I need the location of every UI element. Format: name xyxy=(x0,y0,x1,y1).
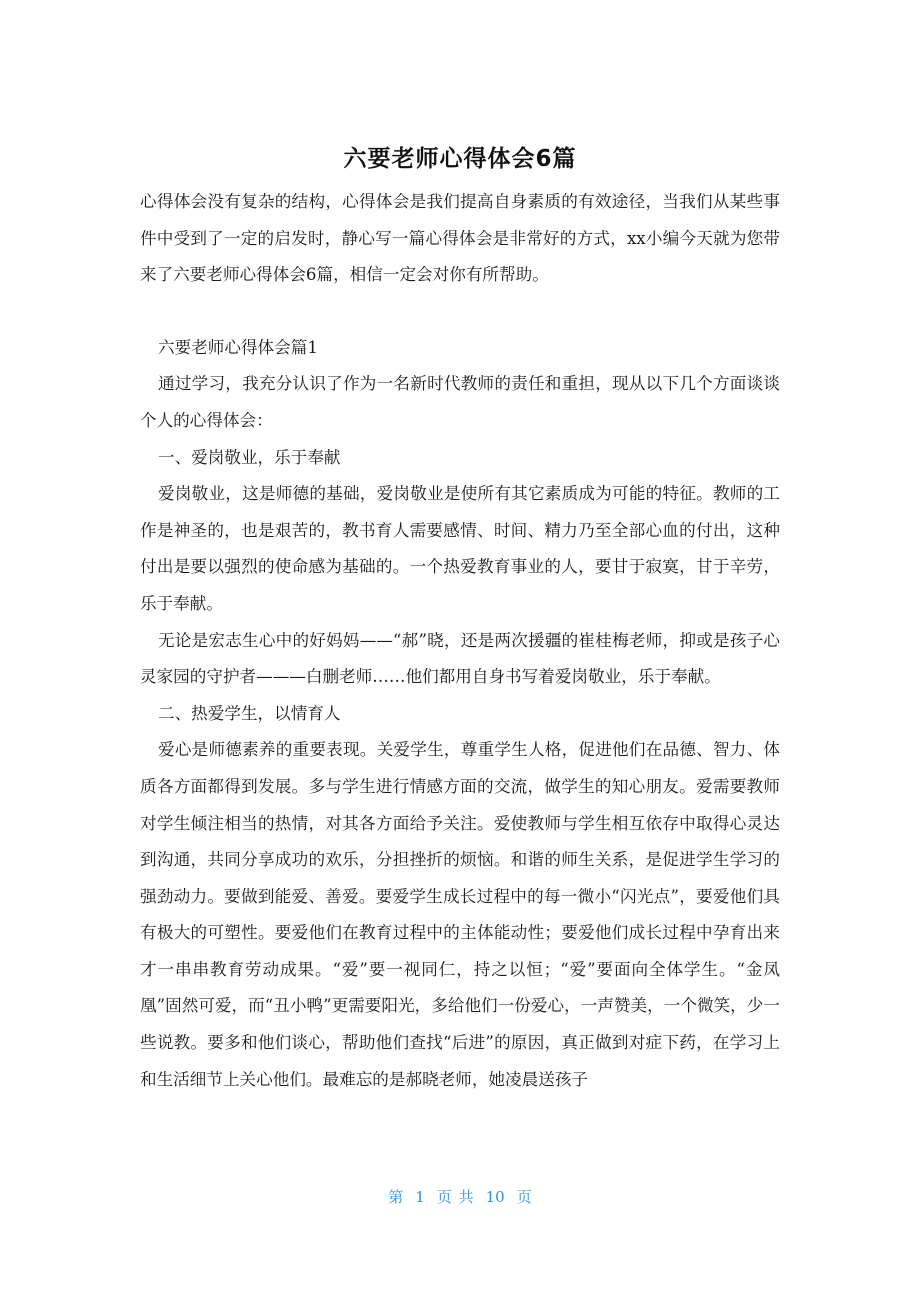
subheading: 一、爱岗敬业，乐于奉献 xyxy=(158,447,341,467)
document-title: 六要老师心得体会6篇 xyxy=(343,146,577,172)
page-footer xyxy=(0,1186,920,1207)
current-page-number: 1 xyxy=(415,1188,425,1206)
body-paragraph: 爱岗敬业，这是师德的基础，爱岗敬业是使所有其它素质成为可能的特征。教师的工作是神圣的，也是艰苦的，教书育人需要感情、时间、精力乃至全部心血的付出，这种付出是要以强烈的使命感为基础的。一个热爱教育事业的人，要甘于寂寞，甘于辛劳，乐于奉献。 xyxy=(140,484,780,613)
body-paragraph: 爱心是师德素养的重要表现。关爱学生，尊重学生人格，促进他们在品德、智力、体质各方面都得到发展。多与学生进行情感方面的交流，做学生的知心朋友。爱需要教师对学生倾注相当的热情，对其各方面给予关注。爱使教师与学生相互依存中取得心灵达到沟通，共同分享成功的欢乐，分担挫折的烦恼。和谐的师生关系，是促进学生学习的强劲动力。要做到能爱、善爱。要爱学生成长过程中的每一微小“闪光点”，要爱他们具有极大的可塑性。要爱他们在教育过程中的主体能动性；要爱他们成长过程中孕育出来才一串串教育劳动成果。“爱”要一视同仁，持之以恒；“爱”要面向全体学生。“金凤凰”固然可爱，而“丑小鸭”更需要阳光，多给他们一份爱心，一声赞美，一个微笑，少一些说教。要多和他们谈心，帮助他们查找“后进”的原因，真正做到对症下药，在学习上和生活细节上关心他们。最难忘的是郝晓老师，她凌晨送孩子 xyxy=(140,740,780,1089)
body-paragraph: 通过学习，我充分认识了作为一名新时代教师的责任和重担，现从以下几个方面谈谈个人的心得体会： xyxy=(140,374,780,430)
footer-suffix: 页 xyxy=(516,1188,532,1206)
footer-middle: 页 共 xyxy=(436,1188,474,1206)
paragraph-spacer xyxy=(140,294,780,330)
body-paragraph: 无论是宏志生心中的好妈妈——“郝”晓，还是两次援疆的崔桂梅老师，抑或是孩子心灵家园的守护者———白删老师……他们都用自身书写着爱岗敬业，乐于奉献。 xyxy=(140,630,780,687)
intro-paragraph: 心得体会没有复杂的结构，心得体会是我们提高自身素质的有效途径，当我们从某些事件中受到了一定的启发时，静心写一篇心得体会是非常好的方式，xx小编今天就为您带来了六要老师心得体会6篇，相信一定会对你有所帮助。 xyxy=(140,192,780,285)
total-pages-number: 10 xyxy=(485,1188,505,1206)
footer-prefix: 第 xyxy=(388,1188,404,1206)
document-body xyxy=(140,184,780,1098)
section-heading: 六要老师心得体会篇1 xyxy=(158,337,318,357)
subheading: 二、热爱学生，以情育人 xyxy=(158,703,341,723)
